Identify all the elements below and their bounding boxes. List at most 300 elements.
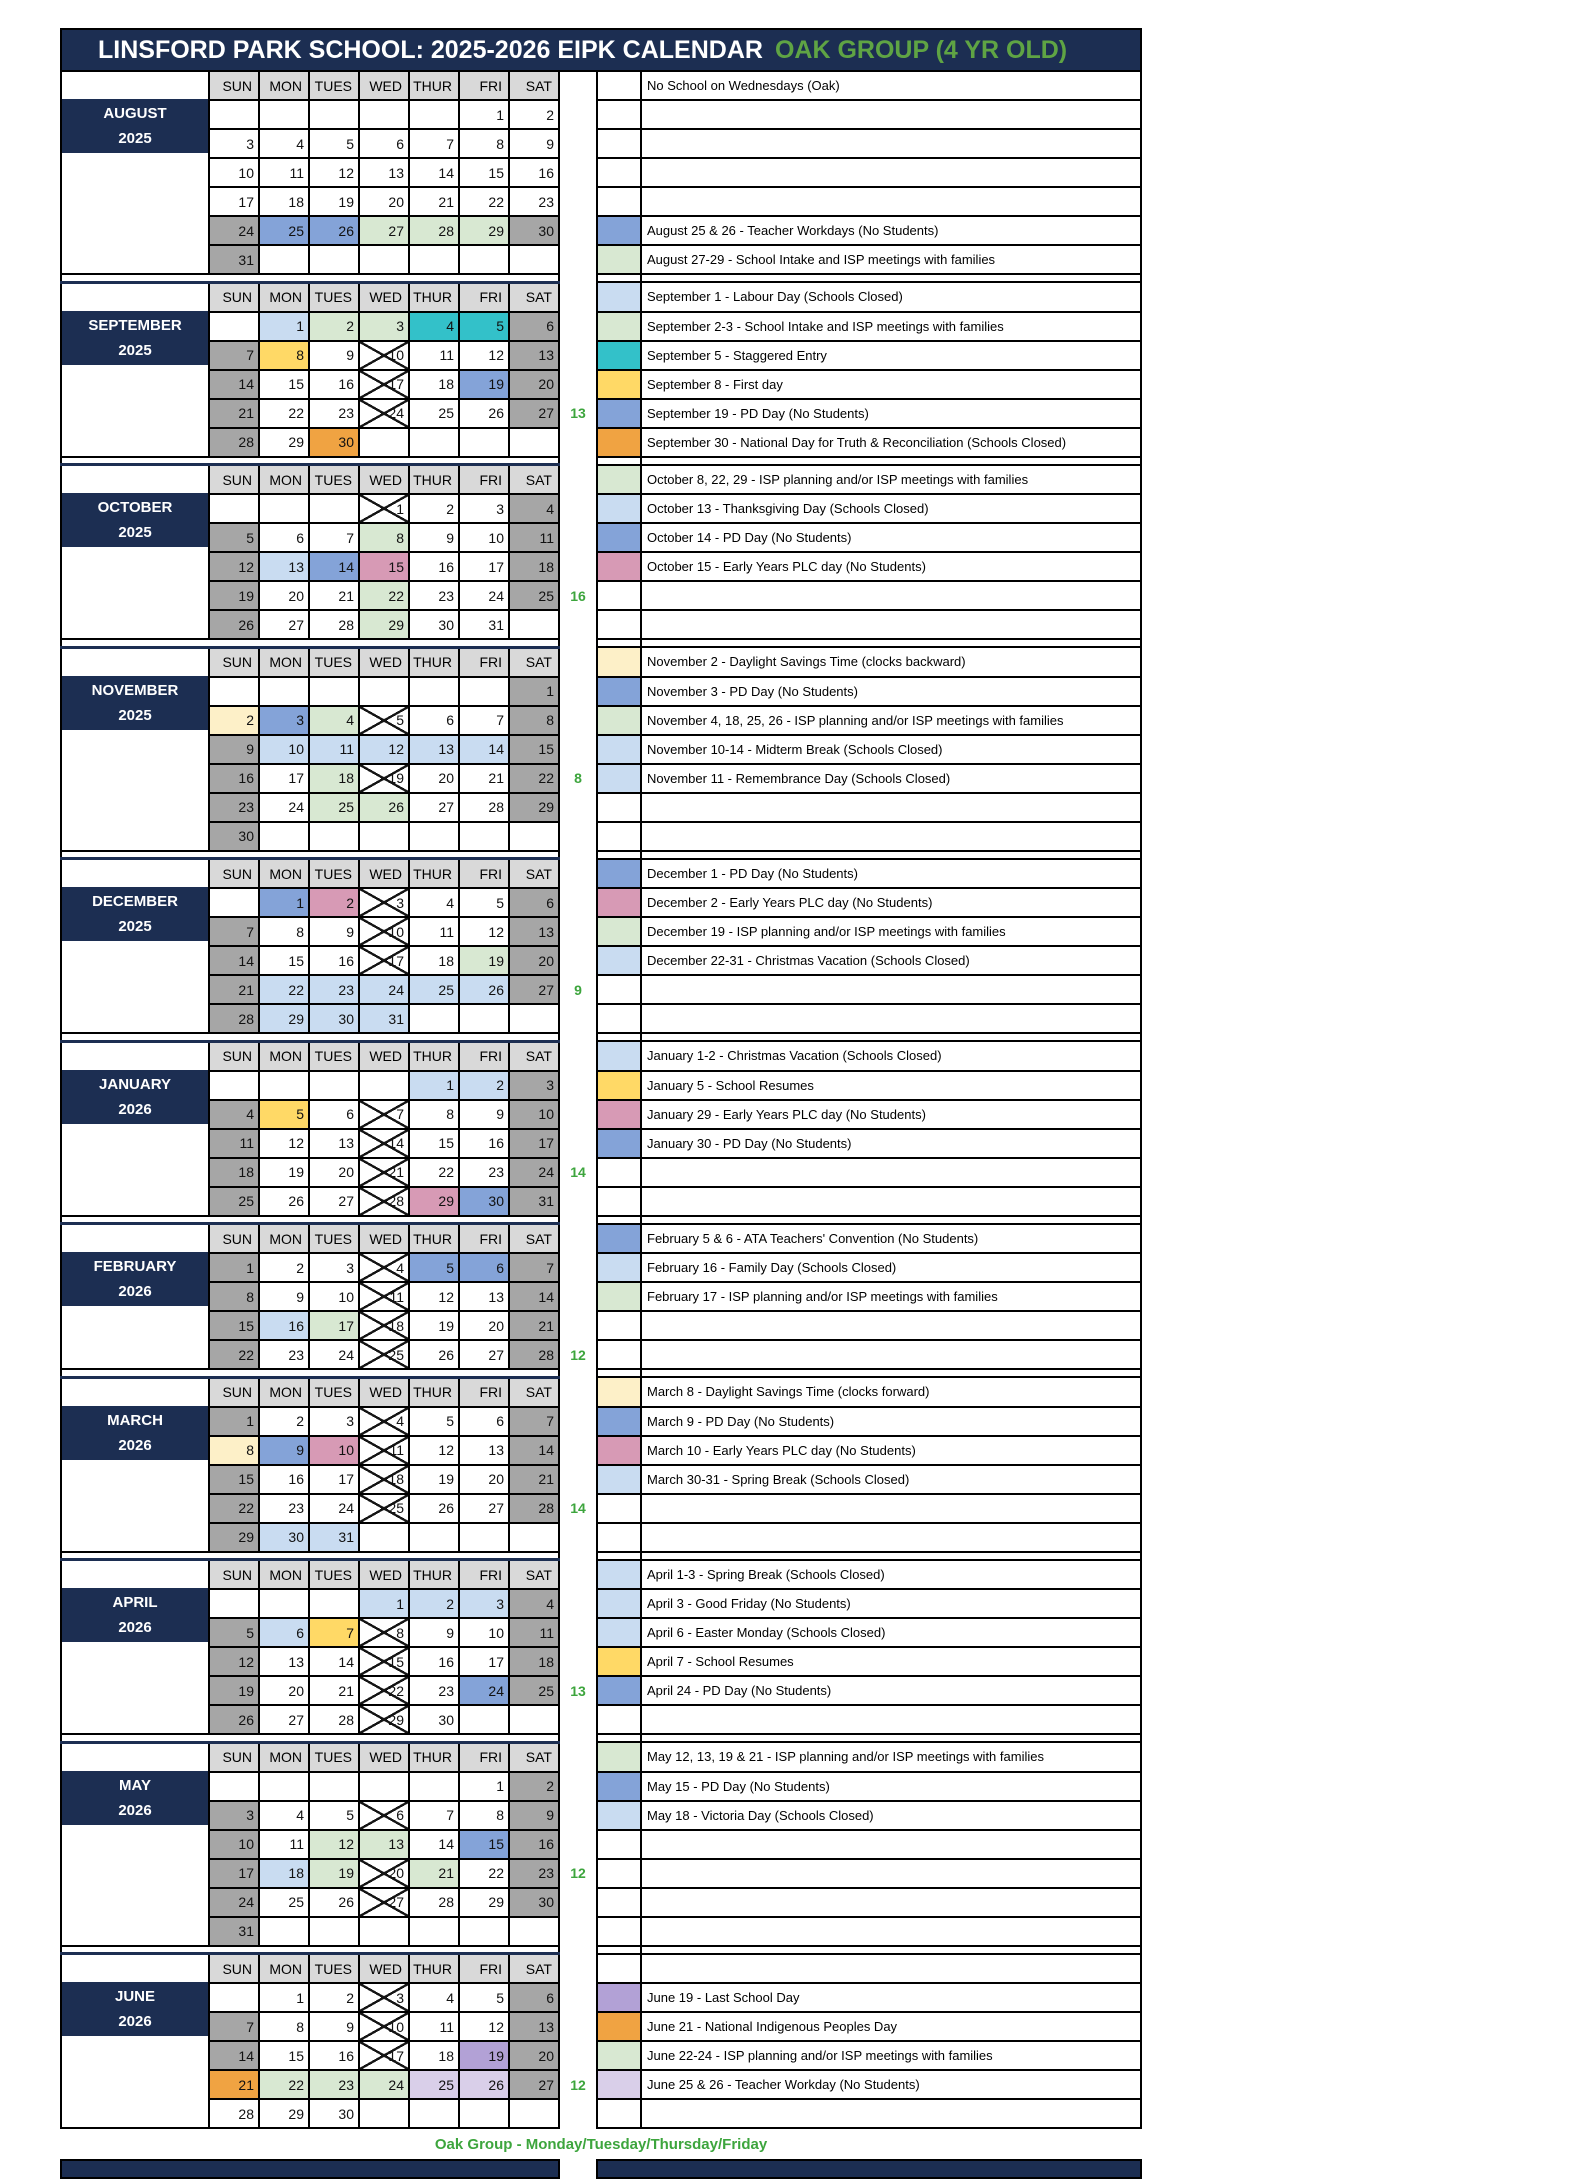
weekday-header-row: [61, 1224, 1141, 1254]
day-cell: [309, 1071, 359, 1100]
day-cell: 2: [459, 1071, 509, 1100]
calendar-week-row: [61, 312, 1141, 341]
day-cell: 19: [409, 1465, 459, 1494]
day-cell: 18: [409, 2041, 459, 2070]
day-cell: [259, 245, 309, 274]
day-cell: 18: [259, 187, 309, 216]
day-cell: 23: [259, 1340, 309, 1369]
legend-swatch: [597, 1647, 641, 1676]
day-cell: [459, 428, 509, 457]
calendar-week-row: [61, 216, 1141, 245]
day-cell: 18: [359, 1311, 409, 1340]
calendar-week-row: [61, 1983, 1141, 2012]
day-cell: 30: [509, 216, 559, 245]
legend-swatch-empty: [597, 1494, 641, 1523]
day-cell: [459, 2099, 509, 2128]
legend-swatch-empty: [597, 822, 641, 851]
school-days-count: 9: [559, 975, 597, 1004]
weekday-header: SUN: [209, 1041, 259, 1071]
calendar-week-row: [61, 428, 1141, 457]
month-year: 2026: [118, 1283, 152, 1300]
weekday-header: SUN: [209, 1377, 259, 1407]
day-cell: 12: [259, 1129, 309, 1158]
day-cell: 28: [209, 1004, 259, 1033]
school-days-count: [559, 1888, 597, 1917]
day-cell: 10: [509, 1100, 559, 1129]
day-cell: 29: [259, 1004, 309, 1033]
day-cell: [309, 1917, 359, 1946]
month-divider: [61, 1216, 1141, 1224]
day-cell: [309, 100, 359, 129]
day-cell: 18: [509, 552, 559, 581]
day-cell: 3: [309, 1407, 359, 1436]
day-cell: 22: [459, 187, 509, 216]
day-cell: 21: [459, 764, 509, 793]
day-cell: 22: [259, 975, 309, 1004]
weekday-header-row: [61, 282, 1141, 312]
calendar-week-row: [61, 1407, 1141, 1436]
weekday-header: THUR: [409, 1560, 459, 1590]
day-cell: 11: [359, 1436, 409, 1465]
day-cell: [359, 677, 409, 706]
calendar-week-row: [61, 1676, 1141, 1705]
calendar-week-row: [61, 399, 1141, 428]
count-cell: [559, 1041, 597, 1071]
school-days-count: [559, 1407, 597, 1436]
count-cell: [559, 1560, 597, 1590]
count-cell: [559, 465, 597, 495]
day-cell: 7: [409, 129, 459, 158]
month-label-cell: [61, 1224, 209, 1370]
legend-swatch: [597, 706, 641, 735]
day-cell: 14: [409, 158, 459, 187]
school-days-count: [559, 1465, 597, 1494]
day-cell: 26: [309, 1888, 359, 1917]
count-cell: [559, 647, 597, 677]
day-cell: 9: [459, 1100, 509, 1129]
day-cell: 18: [409, 946, 459, 975]
calendar-week-row: [61, 2099, 1141, 2128]
day-cell: [309, 245, 359, 274]
legend-swatch-empty: [597, 975, 641, 1004]
legend-text-empty: [641, 1187, 1141, 1216]
month-divider-line: [61, 1946, 559, 1954]
legend-text-empty: [641, 1917, 1141, 1946]
day-cell: 17: [359, 2041, 409, 2070]
legend-swatch-gap: [597, 851, 641, 859]
day-cell: 1: [259, 1983, 309, 2012]
calendar-week-row: [61, 793, 1141, 822]
day-cell: 17: [259, 764, 309, 793]
day-cell: [309, 677, 359, 706]
school-days-count: [559, 216, 597, 245]
legend-text: March 10 - Early Years PLC day (No Students): [641, 1436, 1141, 1465]
day-cell: 21: [309, 1676, 359, 1705]
school-days-count: 12: [559, 2070, 597, 2099]
day-cell: 21: [209, 2070, 259, 2099]
legend-text: April 3 - Good Friday (No Students): [641, 1589, 1141, 1618]
day-cell: 12: [459, 341, 509, 370]
calendar-week-row: [61, 1282, 1141, 1311]
day-cell: 1: [359, 494, 409, 523]
day-cell: 3: [359, 888, 409, 917]
count-gap: [559, 639, 597, 647]
day-cell: 3: [259, 706, 309, 735]
day-cell: 24: [459, 581, 509, 610]
calendar-week-row: [61, 1589, 1141, 1618]
legend-text-empty: [641, 1004, 1141, 1033]
month-name: NOVEMBER: [91, 681, 179, 699]
day-cell: 16: [409, 552, 459, 581]
school-days-count: [559, 1436, 597, 1465]
day-cell: 1: [259, 888, 309, 917]
month-divider-line: [61, 1033, 559, 1041]
day-cell: 2: [509, 100, 559, 129]
day-cell: [409, 428, 459, 457]
weekday-header: FRI: [459, 859, 509, 889]
calendar-week-row: [61, 2041, 1141, 2070]
day-cell: 17: [459, 1647, 509, 1676]
legend-swatch: [597, 917, 641, 946]
calendar-week-row: [61, 1494, 1141, 1523]
day-cell: 26: [409, 1494, 459, 1523]
day-cell: 27: [509, 975, 559, 1004]
day-cell: 9: [509, 129, 559, 158]
legend-text-empty: [641, 1311, 1141, 1340]
weekday-header-row: [61, 859, 1141, 889]
weekday-header: WED: [359, 1560, 409, 1590]
day-cell: [259, 1589, 309, 1618]
legend-swatch-empty: [597, 610, 641, 639]
weekday-header: SUN: [209, 859, 259, 889]
day-cell: 29: [259, 2099, 309, 2128]
day-cell: 25: [309, 793, 359, 822]
weekday-header: SAT: [509, 859, 559, 889]
calendar-week-row: [61, 2012, 1141, 2041]
day-cell: 2: [309, 888, 359, 917]
day-cell: 14: [459, 735, 509, 764]
legend-swatch-empty: [597, 158, 641, 187]
day-cell: [359, 822, 409, 851]
day-cell: 15: [459, 158, 509, 187]
legend-text-gap: [641, 1369, 1141, 1377]
legend-text-empty: [641, 1158, 1141, 1187]
day-cell: 14: [509, 1282, 559, 1311]
weekday-header: WED: [359, 1377, 409, 1407]
day-cell: [209, 100, 259, 129]
school-days-count: [559, 523, 597, 552]
day-cell: [309, 1772, 359, 1801]
legend-text-empty: [641, 1859, 1141, 1888]
day-cell: 22: [509, 764, 559, 793]
day-cell: 28: [309, 610, 359, 639]
day-cell: 13: [459, 1436, 509, 1465]
day-cell: 1: [209, 1253, 259, 1282]
legend-swatch: [597, 341, 641, 370]
day-cell: 21: [209, 399, 259, 428]
day-cell: 5: [309, 1801, 359, 1830]
school-days-count: [559, 312, 597, 341]
weekday-header: MON: [259, 647, 309, 677]
day-cell: 25: [259, 1888, 309, 1917]
day-cell: [509, 822, 559, 851]
school-days-count: [559, 2012, 597, 2041]
month-year: 2025: [118, 524, 152, 541]
school-days-count: [559, 1618, 597, 1647]
day-cell: 12: [309, 1830, 359, 1859]
day-cell: [409, 1004, 459, 1033]
day-cell: 20: [409, 764, 459, 793]
day-cell: 2: [259, 1407, 309, 1436]
calendar-week-row: [61, 1465, 1141, 1494]
day-cell: 4: [359, 1407, 409, 1436]
school-days-count: [559, 1772, 597, 1801]
day-cell: 30: [309, 2099, 359, 2128]
day-cell: 14: [209, 370, 259, 399]
day-cell: 21: [409, 187, 459, 216]
calendar-week-row: [61, 129, 1141, 158]
day-cell: 25: [359, 1340, 409, 1369]
day-cell: [509, 1523, 559, 1552]
day-cell: 15: [259, 946, 309, 975]
calendar-week-row: [61, 1705, 1141, 1734]
month-year: 2025: [118, 706, 152, 724]
count-cell: [559, 1377, 597, 1407]
month-divider-line: [61, 1552, 559, 1560]
day-cell: 26: [259, 1187, 309, 1216]
month-label: [62, 887, 208, 941]
day-cell: 28: [209, 428, 259, 457]
day-cell: [409, 1917, 459, 1946]
weekday-header: THUR: [409, 282, 459, 312]
month-year: 2026: [118, 1100, 152, 1118]
day-cell: 21: [309, 581, 359, 610]
day-cell: 6: [509, 312, 559, 341]
day-cell: [259, 1772, 309, 1801]
legend-text: January 29 - Early Years PLC day (No Students): [641, 1100, 1141, 1129]
day-cell: 24: [209, 1888, 259, 1917]
legend-text: May 12, 13, 19 & 21 - ISP planning and/or ISP meetings with families: [641, 1742, 1141, 1772]
weekday-header: FRI: [459, 1224, 509, 1254]
legend-swatch-empty: [597, 1158, 641, 1187]
day-cell: 9: [209, 735, 259, 764]
day-cell: 30: [259, 1523, 309, 1552]
legend-swatch-empty: [597, 1917, 641, 1946]
day-cell: 19: [459, 2041, 509, 2070]
legend-text-empty: [641, 610, 1141, 639]
day-cell: 27: [459, 1494, 509, 1523]
day-cell: 25: [209, 1187, 259, 1216]
month-divider-line: [61, 274, 559, 282]
day-cell: 24: [459, 1676, 509, 1705]
month-label-spacer: [62, 1955, 208, 1982]
weekday-header: THUR: [409, 1742, 459, 1772]
day-cell: 18: [209, 1158, 259, 1187]
day-cell: 23: [509, 1859, 559, 1888]
day-cell: 27: [409, 793, 459, 822]
legend-swatch: [597, 1801, 641, 1830]
weekday-header: SAT: [509, 1954, 559, 1984]
calendar-table: [60, 28, 1142, 2179]
day-cell: [259, 1917, 309, 1946]
day-cell: 4: [359, 1253, 409, 1282]
legend-swatch: [597, 1100, 641, 1129]
legend-text-empty: [641, 975, 1141, 1004]
day-cell: 22: [459, 1859, 509, 1888]
legend-swatch: [597, 399, 641, 428]
day-cell: 4: [409, 888, 459, 917]
day-cell: 19: [209, 1676, 259, 1705]
day-cell: 28: [509, 1340, 559, 1369]
day-cell: 12: [459, 2012, 509, 2041]
count-gap: [559, 1216, 597, 1224]
day-cell: 28: [509, 1494, 559, 1523]
month-year: 2025: [118, 130, 152, 147]
weekday-header: SAT: [509, 1041, 559, 1071]
school-days-count: [559, 341, 597, 370]
legend-text: August 25 & 26 - Teacher Workdays (No Students): [641, 216, 1141, 245]
day-cell: 31: [459, 610, 509, 639]
day-cell: 31: [209, 1917, 259, 1946]
day-cell: 7: [359, 1100, 409, 1129]
legend-swatch: [597, 2041, 641, 2070]
legend-swatch: [597, 370, 641, 399]
day-cell: 27: [259, 1705, 309, 1734]
day-cell: [259, 100, 309, 129]
weekday-header: TUES: [309, 1954, 359, 1984]
day-cell: 29: [359, 610, 409, 639]
month-label-spacer: [62, 1225, 208, 1252]
day-cell: 15: [359, 1647, 409, 1676]
legend-text-empty: [641, 1494, 1141, 1523]
day-cell: [309, 1589, 359, 1618]
day-cell: 29: [459, 216, 509, 245]
day-cell: 14: [359, 1129, 409, 1158]
day-cell: 20: [509, 2041, 559, 2070]
day-cell: 5: [459, 312, 509, 341]
day-cell: 28: [359, 1187, 409, 1216]
legend-text: June 22-24 - ISP planning and/or ISP meetings with families: [641, 2041, 1141, 2070]
day-cell: [409, 677, 459, 706]
school-days-count: [559, 100, 597, 129]
legend-swatch-empty: [597, 1340, 641, 1369]
day-cell: [359, 428, 409, 457]
school-days-count: [559, 610, 597, 639]
legend-text-empty: [641, 129, 1141, 158]
school-days-count: [559, 1647, 597, 1676]
weekday-header: MON: [259, 1560, 309, 1590]
legend-text-empty: [641, 187, 1141, 216]
day-cell: 22: [359, 581, 409, 610]
day-cell: 25: [509, 581, 559, 610]
day-cell: 3: [209, 1801, 259, 1830]
day-cell: 22: [409, 1158, 459, 1187]
day-cell: 5: [459, 888, 509, 917]
weekday-header: SUN: [209, 1224, 259, 1254]
day-cell: 12: [409, 1282, 459, 1311]
weekday-header: TUES: [309, 1224, 359, 1254]
day-cell: 8: [359, 523, 409, 552]
month-divider: [61, 851, 1141, 859]
day-cell: 22: [259, 399, 309, 428]
weekday-header: WED: [359, 1742, 409, 1772]
day-cell: [209, 677, 259, 706]
count-cell: [559, 282, 597, 312]
day-cell: 2: [309, 1983, 359, 2012]
legend-text: December 19 - ISP planning and/or ISP meetings with families: [641, 917, 1141, 946]
day-cell: 11: [209, 1129, 259, 1158]
day-cell: 5: [309, 129, 359, 158]
day-cell: 13: [509, 341, 559, 370]
legend-swatch: [597, 2070, 641, 2099]
school-days-count: [559, 428, 597, 457]
day-cell: 12: [359, 735, 409, 764]
day-cell: 4: [209, 1100, 259, 1129]
legend-swatch: [597, 428, 641, 457]
day-cell: 23: [309, 975, 359, 1004]
school-days-count: [559, 1129, 597, 1158]
day-cell: 23: [409, 1676, 459, 1705]
month-label-cell: [61, 465, 209, 640]
day-cell: [509, 428, 559, 457]
day-cell: 26: [409, 1340, 459, 1369]
day-cell: 24: [259, 793, 309, 822]
day-cell: 21: [409, 1859, 459, 1888]
day-cell: 28: [209, 2099, 259, 2128]
calendar-week-row: [61, 1158, 1141, 1187]
day-cell: 20: [309, 1158, 359, 1187]
day-cell: 24: [309, 1494, 359, 1523]
legend-swatch: [597, 677, 641, 706]
day-cell: [459, 1523, 509, 1552]
day-cell: 11: [409, 917, 459, 946]
school-days-count: [559, 793, 597, 822]
day-cell: 23: [309, 2070, 359, 2099]
day-cell: 19: [409, 1311, 459, 1340]
day-cell: 24: [359, 975, 409, 1004]
legend-swatch-gap: [597, 1946, 641, 1954]
day-cell: 15: [209, 1465, 259, 1494]
day-cell: 14: [209, 2041, 259, 2070]
day-cell: 11: [359, 1282, 409, 1311]
day-cell: 25: [359, 1494, 409, 1523]
legend-swatch: [597, 1465, 641, 1494]
day-cell: 5: [459, 1983, 509, 2012]
month-name: SEPTEMBER: [88, 316, 182, 334]
day-cell: 13: [509, 2012, 559, 2041]
day-cell: [209, 1589, 259, 1618]
calendar-week-row: [61, 158, 1141, 187]
day-cell: 29: [409, 1187, 459, 1216]
day-cell: 17: [209, 1859, 259, 1888]
weekday-header: FRI: [459, 1954, 509, 1984]
day-cell: 18: [309, 764, 359, 793]
legend-text: June 21 - National Indigenous Peoples Day: [641, 2012, 1141, 2041]
day-cell: [309, 494, 359, 523]
day-cell: 27: [359, 1888, 409, 1917]
legend-text-empty: [641, 158, 1141, 187]
day-cell: 1: [509, 677, 559, 706]
day-cell: 26: [309, 216, 359, 245]
legend-text: April 6 - Easter Monday (Schools Closed): [641, 1618, 1141, 1647]
school-days-count: [559, 1187, 597, 1216]
weekday-header: TUES: [309, 647, 359, 677]
legend-swatch: [597, 1377, 641, 1407]
school-days-count: [559, 1801, 597, 1830]
legend-text: March 9 - PD Day (No Students): [641, 1407, 1141, 1436]
day-cell: 4: [409, 1983, 459, 2012]
day-cell: 24: [359, 2070, 409, 2099]
